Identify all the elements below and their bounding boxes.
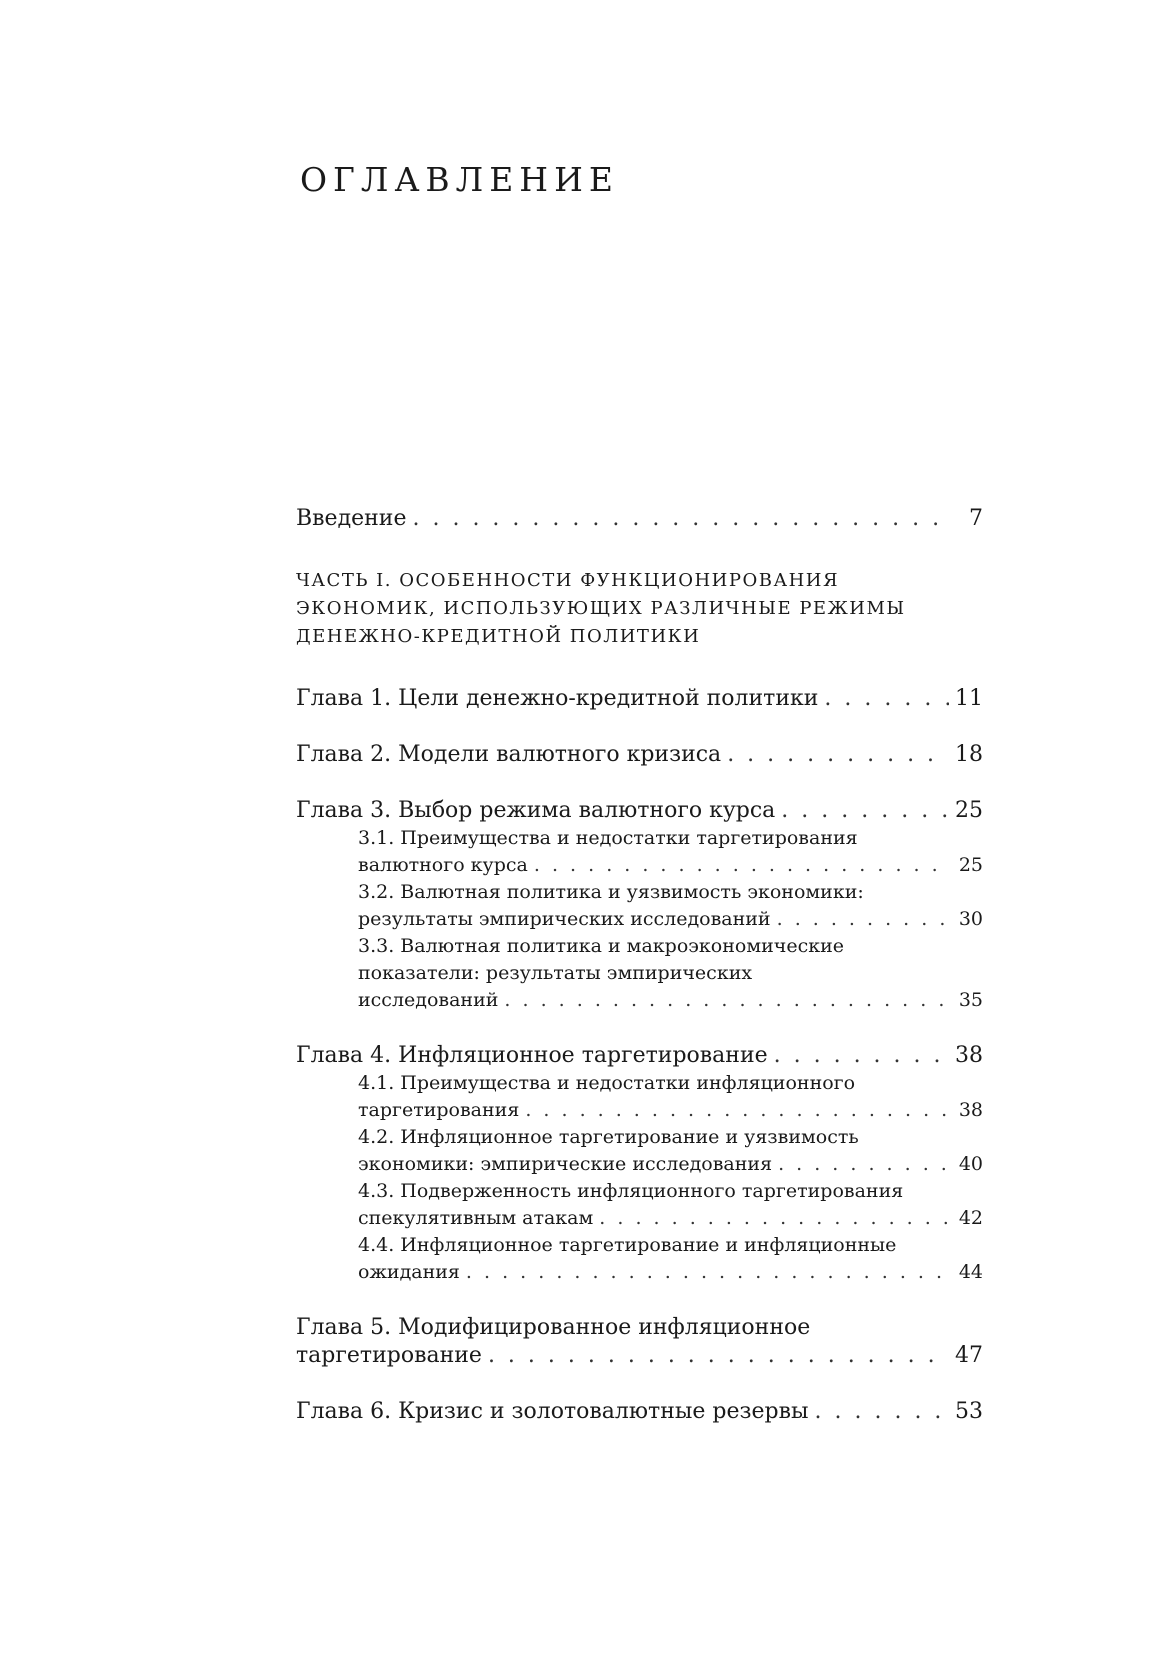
toc-entry-label: таргетирование [296,1343,482,1368]
toc-entry-chapter-5[interactable] [296,1314,983,1370]
toc-entry-section-4-2[interactable] [296,1124,983,1178]
toc-page-number: 7 [969,506,983,531]
toc-page-number: 44 [958,1261,983,1283]
toc-entry-intro[interactable] [296,505,983,533]
dot-leader [488,1342,949,1370]
toc-entry-label: 4.4. Инфляционное таргетирование и инфляционные [358,1234,897,1256]
dot-leader [824,685,949,713]
toc-entry-label: результаты эмпирических исследований [358,908,771,930]
dot-leader [525,1097,949,1124]
table-of-contents [296,505,983,1426]
toc-page-number: 30 [958,908,983,930]
toc-page-number: 42 [958,1207,983,1229]
toc-page-number: 38 [955,1043,983,1068]
dot-leader [599,1205,949,1232]
toc-entry-label: спекулятивным атакам [358,1207,594,1229]
dot-leader [534,852,949,879]
toc-entry-label: Глава 2. Модели валютного кризиса [296,742,722,767]
toc-entry-chapter-1[interactable] [296,685,983,713]
toc-page-number: 38 [958,1099,983,1121]
toc-entry-label: 4.1. Преимущества и недостатки инфляционного [358,1072,856,1094]
toc-entry-label: 3.2. Валютная политика и уязвимость экономики: [358,881,864,903]
toc-entry-label: исследований [358,989,499,1011]
toc-entry-label: валютного курса [358,854,528,876]
dot-leader [466,1259,949,1286]
toc-entry-label: Глава 1. Цели денежно-кредитной политики [296,686,819,711]
toc-entry-label: Глава 3. Выбор режима валютного курса [296,798,776,823]
toc-entry-section-4-4[interactable] [296,1232,983,1286]
toc-entry-section-3-1[interactable] [296,825,983,879]
toc-page-number: 40 [958,1153,983,1175]
toc-page-number: 25 [955,798,983,823]
dot-leader [777,906,949,933]
toc-entry-section-4-3[interactable] [296,1178,983,1232]
toc-entry-label: Введение [296,506,407,531]
part-heading-line: ДЕНЕЖНО-КРЕДИТНОЙ ПОЛИТИКИ [296,626,701,647]
toc-entry-section-3-2[interactable] [296,879,983,933]
toc-entry-chapter-6[interactable] [296,1398,983,1426]
dot-leader [412,505,949,533]
toc-page-number: 53 [955,1399,983,1424]
toc-page-number: 11 [955,686,983,711]
toc-entry-label: Глава 4. Инфляционное таргетирование [296,1043,768,1068]
toc-entry-chapter-2[interactable] [296,741,983,769]
toc-page-number: 25 [958,854,983,876]
dot-leader [727,741,949,769]
toc-entry-label: экономики: эмпирические исследования [358,1153,773,1175]
toc-entry-label: 3.3. Валютная политика и макроэкономические [358,935,844,957]
toc-entry-label: ожидания [358,1261,460,1283]
part-heading [296,567,983,651]
part-heading-line: ЭКОНОМИК, ИСПОЛЬЗУЮЩИХ РАЗЛИЧНЫЕ РЕЖИМЫ [296,598,906,619]
dot-leader [815,1398,949,1426]
toc-entry-section-4-1[interactable] [296,1070,983,1124]
toc-entry-label: таргетирования [358,1099,520,1121]
toc-entry-chapter-4[interactable] [296,1042,983,1070]
toc-entry-label: Глава 5. Модифицированное инфляционное [296,1315,811,1340]
dot-leader [774,1042,949,1070]
dot-leader [504,987,949,1014]
toc-entry-label: показатели: результаты эмпирических [358,962,753,984]
toc-entry-chapter-3[interactable] [296,797,983,825]
toc-entry-label: Глава 6. Кризис и золотовалютные резервы [296,1399,809,1424]
toc-page-number: 18 [955,742,983,767]
toc-page-number: 47 [955,1343,983,1368]
toc-page-number: 35 [958,989,983,1011]
toc-entry-section-3-3[interactable] [296,933,983,1014]
part-heading-line: ЧАСТЬ I. ОСОБЕННОСТИ ФУНКЦИОНИРОВАНИЯ [296,570,840,591]
toc-entry-label: 4.2. Инфляционное таргетирование и уязвимость [358,1126,859,1148]
dot-leader [781,797,949,825]
toc-entry-label: 3.1. Преимущества и недостатки таргетирования [358,827,858,849]
dot-leader [778,1151,949,1178]
page-title: ОГЛАВЛЕНИЕ [300,160,619,199]
toc-entry-label: 4.3. Подверженность инфляционного таргетирования [358,1180,904,1202]
